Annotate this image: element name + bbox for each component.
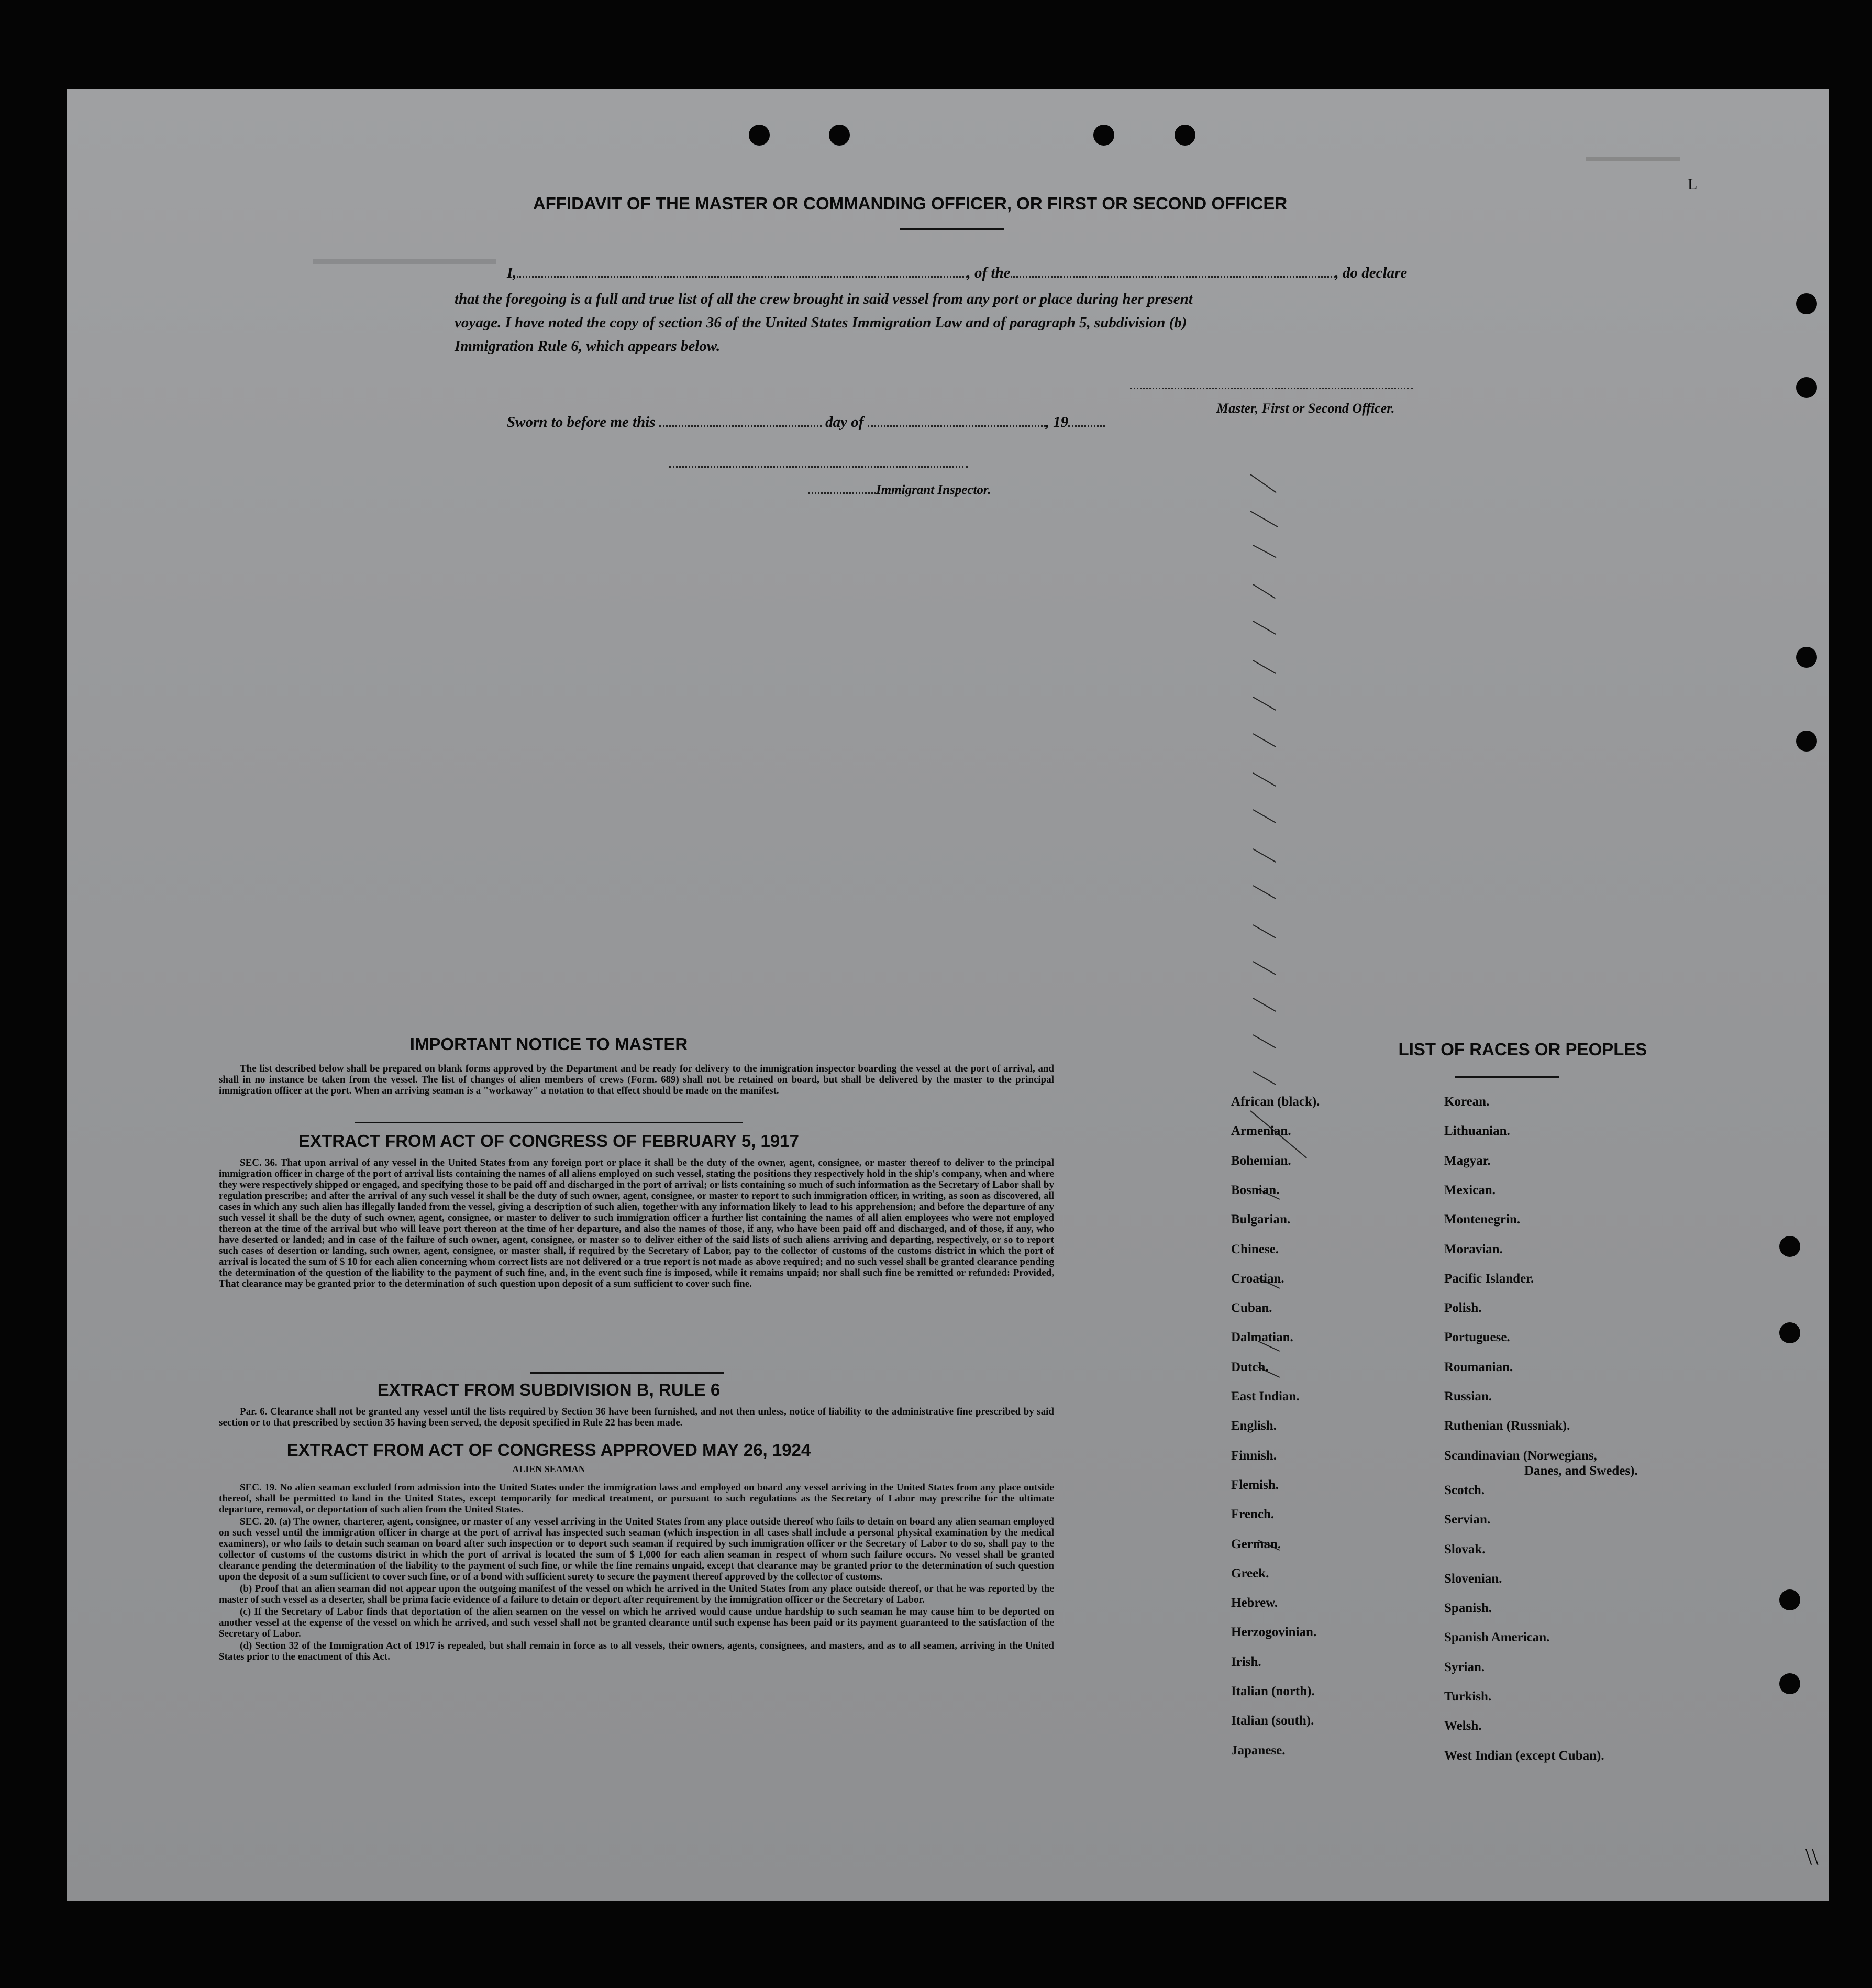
sworn-month-field[interactable] [868,425,1046,427]
race-item: Japanese. [1231,1743,1286,1758]
pencil-mark [1253,733,1276,747]
punch-hole [749,125,770,146]
punch-hole [1779,1589,1800,1610]
race-item: Bosnian. [1231,1183,1280,1197]
section-rule [355,1122,743,1123]
of-the-label: , of the [967,264,1011,281]
race-item: Polish. [1444,1301,1482,1316]
extract-1917-text: SEC. 36. That upon arrival of any vessel in the United States from any foreign port or place it shall be the duty of the owner, agent, consignee, or master thereof to deliver to the principal immigration officer in charge of the port of arrival lists containing the names of all aliens employed on such vessel, stating the positions they respectively hold in the ship's company, when and where they were respectively shipped or engaged, and specifying those to be paid off and discharged in the port of arrival; or lists containing so much of such information as the Secretary of Labor shall by regulation prescribe; and after the arrival of any such vessel it shall be the duty of such owner, agent, consignee, or master to report to such immigration officer, in writing, as soon as discovered, all cases in which any such alien has illegally landed from the vessel, giving a description of such alien, together with any information likely to lead to his apprehension; and before the departure of any such vessel it shall be the duty of such owner, agent, consignee, or master to deliver to such immigration officer a further list containing the names of all alien employees who were not employed thereon at the time of the arrival but who will leave port thereon at the time of her departure, and also the names of those, if any, who have been paid off and discharged, and of those, if any, who have deserted or landed; and in case of the failure of such owner, agent, consignee, or master so to deliver either of the said lists of such aliens arriving and departing, respectively, or so to report such cases of desertion or landing, such owner, agent, consignee, or master shall, if required by the Secretary of Labor, pay to the collector of customs of the customs district in which the port of arrival is located the sum of $ 10 for each alien concerning whom correct lists are not delivered or a true report is not made as above required; and no such vessel shall be granted clearance pending the determination of the question of the liability to the payment of such fine, and, in the event such fine is imposed, while it remains unpaid; nor shall such fine be remitted or refunded: Provided, That clearance may be granted prior to the determination of such question upon deposit of a sum sufficient to cover such fine. [219,1157,1054,1289]
race-item: French. [1231,1507,1275,1522]
race-item: Montenegrin. [1444,1212,1521,1227]
race-item: East Indian. [1231,1389,1300,1404]
race-item: Armenian. [1231,1124,1291,1139]
race-item: Slovenian. [1444,1571,1502,1586]
pencil-mark [1253,697,1276,711]
race-item: Scandinavian (Norwegians, [1444,1448,1597,1463]
pencil-mark [1253,772,1276,787]
race-item: Chinese. [1231,1242,1279,1256]
race-item: Syrian. [1444,1660,1485,1674]
race-item: Croatian. [1231,1271,1284,1286]
pencil-mark [1253,998,1276,1012]
extract-1917-title: EXTRACT FROM ACT OF CONGRESS OF FEBRUARY 5, 1917 [298,1131,799,1151]
bleed-through [1586,157,1680,161]
race-item: Russian. [1444,1389,1492,1404]
margin-mark: \\ [1805,1844,1819,1870]
affidavit-line3: voyage. I have noted the copy of section 36 of the United States Immigration Law and of paragraph 5, subdivision (b) [455,314,1187,331]
pencil-mark [1253,885,1276,899]
race-item: Spanish American. [1444,1630,1550,1645]
race-item: Finnish. [1231,1448,1277,1463]
race-item: Italian (south). [1231,1714,1314,1728]
punch-hole [829,125,850,146]
margin-mark: L [1688,175,1698,193]
punch-hole [1175,125,1195,146]
extract-1924-title: EXTRACT FROM ACT OF CONGRESS APPROVED MAY 26, 1924 [286,1440,811,1460]
sworn-year-field[interactable] [1068,425,1105,427]
notice-title: IMPORTANT NOTICE TO MASTER [409,1034,688,1054]
affidavit-line4: Immigration Rule 6, which appears below. [455,338,721,355]
master-signature-line[interactable] [1130,388,1413,389]
affidavit-title: AFFIDAVIT OF THE MASTER OR COMMANDING OFFICER, OR FIRST OR SECOND OFFICER [533,194,1288,213]
inspector-line [808,483,991,498]
race-item-continuation: Danes, and Swedes). [1524,1464,1638,1478]
sworn-label: Sworn to before me this [507,414,656,430]
pencil-mark [1253,660,1276,674]
race-item: Korean. [1444,1095,1490,1109]
sworn-line [507,414,1105,431]
race-item: Magyar. [1444,1153,1491,1168]
punch-hole [1796,647,1817,668]
sec-20a-text: SEC. 20. (a) The owner, charterer, agent, consignee, or master of any vessel arriving in the United States from any place outside thereof who fails to detain on board any alien seaman employed on such vessel until the immigration officer in charge at the port of arrival has inspected such seaman (which inspection in all cases shall include a personal physical examination by the medical examiners), or who fails to detain such seaman on board after such inspection or to deport such seaman if required by such immigration officer or the Secretary of Labor to do so, shall pay to the collector of customs of the customs district in which the port of arrival is located the sum of $ 1,000 for each alien seaman in respect of whom such failure occurs. No vessel shall be granted clearance pending the determination of the liability to the payment of such fine, or while the fine remains unpaid, except that clearance may be granted prior to the determination of such question upon the deposit of a sum sufficient to cover such fine, or of a bond with sufficient surety to secure the payment thereof approved by the collector of customs. [219,1516,1054,1582]
pencil-mark [1253,924,1276,938]
sec-20c-text: (c) If the Secretary of Labor finds that deportation of the alien seamen on the vessel on which he arrived would cause undue hardship to such seaman he may cause him to be deported on another vessel at the expense of the vessel on which he arrived, and such vessel shall not be granted clearance until such expense has been paid or its payment guaranteed to the satisfaction of the Secretary of Labor. [219,1606,1054,1639]
do-declare-label: , do declare [1335,264,1408,281]
race-item: English. [1231,1419,1277,1433]
affidavit-line1 [507,264,1407,282]
extract-rule6-title: EXTRACT FROM SUBDIVISION B, RULE 6 [377,1380,721,1399]
race-item: Lithuanian. [1444,1124,1510,1139]
section-rule [530,1372,724,1374]
inspector-label: Immigrant Inspector. [876,483,991,497]
document-page [67,89,1829,1901]
pencil-mark [1253,545,1277,558]
race-item: Cuban. [1231,1301,1272,1316]
vessel-field[interactable] [1011,276,1335,278]
pencil-mark [1253,848,1276,863]
pencil-mark [1253,961,1276,975]
pencil-mark [1253,1034,1276,1048]
race-item: Servian. [1444,1512,1491,1527]
pencil-mark [1253,1071,1276,1085]
sec-20b-text: (b) Proof that an alien seaman did not appear upon the outgoing manifest of the vessel on which he arrived in the United States from any place outside thereof, or that he was reported by the master of such vessel as a deserter, shall be prima facie evidence of a failure to detain or deport after requirement by the immigration officer or the Secretary of Labor. [219,1583,1054,1605]
race-item: Ruthenian (Russniak). [1444,1419,1570,1433]
race-item: Slovak. [1444,1542,1486,1556]
race-item: Spanish. [1444,1601,1492,1616]
punch-hole [1796,731,1817,752]
race-item: Portuguese. [1444,1330,1510,1345]
punch-hole [1093,125,1114,146]
race-item: Bohemian. [1231,1153,1291,1168]
race-item: Moravian. [1444,1242,1503,1256]
i-label: I, [507,264,517,281]
year-label: , 19 [1045,414,1069,430]
affidavit-line2: that the foregoing is a full and true list of all the crew brought in said vessel from any port or place during her present [455,291,1193,307]
master-signature-label: Master, First or Second Officer. [1216,401,1395,416]
punch-hole [1779,1236,1800,1257]
race-item: Dalmatian. [1231,1330,1293,1345]
race-item: West Indian (except Cuban). [1444,1748,1604,1763]
race-item: Pacific Islander. [1444,1271,1534,1286]
extract-rule6-text: Par. 6. Clearance shall not be granted any vessel until the lists required by Section 36 have been furnished, and not then unless, notice of liability to the administrative fine prescribed by said section or to that prescribed by section 35 having been served, the deposit specified in Rule 22 has been made. [219,1406,1054,1428]
name-field[interactable] [517,276,967,278]
race-item: Irish. [1231,1654,1261,1669]
notice-text: The list described below shall be prepared on blank forms approved by the Department and be ready for delivery to the immigration inspector boarding the vessel at the port of arrival, and shall in no instance be taken from the vessel. The list of changes of alien members of crews (Form. 689) shall not be retained on board, but shall be delivered by the master to the principal immigration officer at the port. When an arriving seaman is a "workaway" a notation to that effect should be made on the manifest. [219,1063,1054,1096]
pencil-mark [1253,584,1275,599]
day-of-label: day of [825,414,864,430]
race-item: Welsh. [1444,1719,1482,1733]
race-item: African (black). [1231,1095,1320,1109]
race-item: Greek. [1231,1566,1269,1581]
races-title-rule [1455,1076,1559,1078]
punch-hole [1779,1673,1800,1694]
extract-1924-body [219,1482,1054,1663]
races-title: LIST OF RACES OR PEOPLES [1398,1040,1647,1059]
sec-20d-text: (d) Section 32 of the Immigration Act of 1917 is repealed, but shall remain in force as to all vessels, their owners, agents, consignees, and masters, and as to all seamen, arriving in the United States prior to the enactment of this Act. [219,1640,1054,1662]
title-rule [900,228,1004,230]
pencil-mark [1253,621,1276,635]
race-item: Scotch. [1444,1483,1485,1497]
extract-1924-subtitle: ALIEN SEAMAN [512,1464,585,1474]
inspector-field[interactable] [808,492,876,494]
race-item: Roumanian. [1444,1360,1513,1374]
race-item: Italian (north). [1231,1684,1315,1698]
pencil-mark [1253,809,1276,823]
race-item: Bulgarian. [1231,1212,1291,1227]
race-item: Flemish. [1231,1477,1279,1492]
pencil-mark [1250,511,1278,527]
sec-19-text: SEC. 19. No alien seaman excluded from admission into the United States under the immigration laws and employed on board any vessel arriving in the United States from any place outside thereof, shall be permitted to land in the United States, except temporarily for medical treatment, or pursuant to such regulations as the Secretary of Labor may prescribe for the ultimate departure, removal, or deportation of such alien from the United States. [219,1482,1054,1515]
punch-hole [1796,293,1817,314]
inspector-signature-line[interactable] [669,466,968,468]
race-item: Mexican. [1444,1183,1496,1197]
race-item: Dutch. [1231,1360,1269,1374]
sworn-day-field[interactable] [659,425,822,427]
race-item: Turkish. [1444,1689,1492,1704]
race-item: Hebrew. [1231,1596,1278,1610]
race-item: German. [1231,1537,1281,1551]
punch-hole [1796,377,1817,398]
race-item: Herzogovinian. [1231,1625,1317,1640]
punch-hole [1779,1322,1800,1343]
bleed-through [313,259,496,264]
pencil-mark [1250,474,1276,493]
